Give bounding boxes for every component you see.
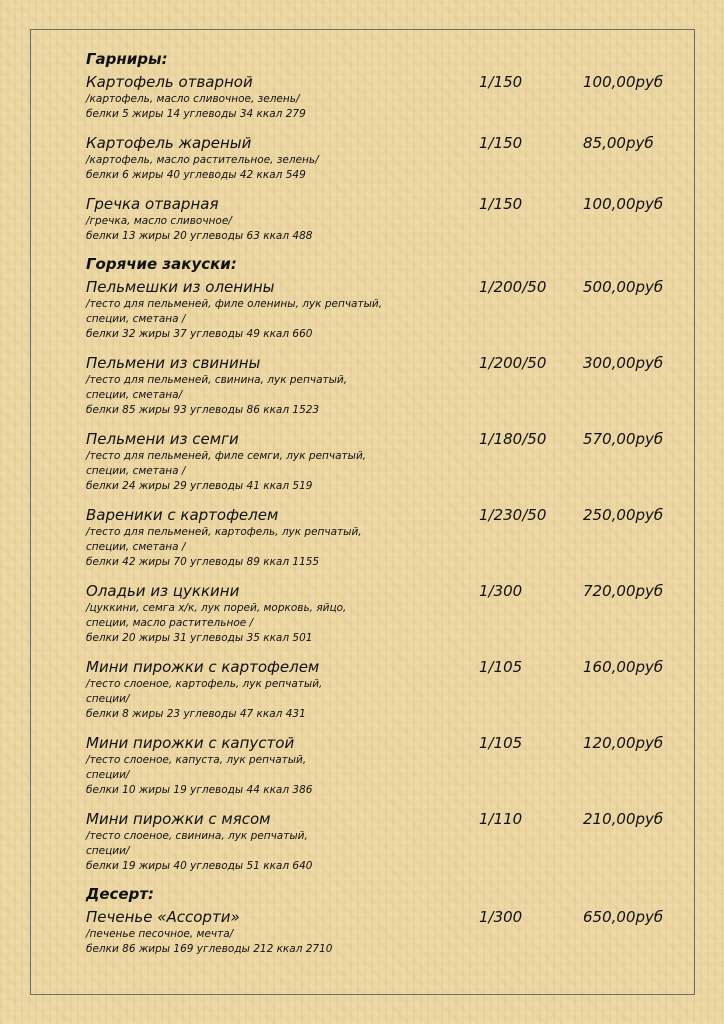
item-name: Пельмешки из оленины (86, 278, 275, 296)
item-ingredients: специи, сметана / (86, 465, 186, 477)
item-ingredients: специи, сметана / (86, 541, 186, 553)
item-price: 570,00руб (583, 430, 664, 448)
menu-item (86, 72, 686, 130)
item-portion: 1/105 (479, 658, 523, 676)
menu-item (86, 657, 686, 730)
item-ingredients: /гречка, масло сливочное/ (86, 215, 232, 227)
item-portion: 1/300 (479, 908, 523, 926)
item-name: Пельмени из семги (86, 430, 239, 448)
item-ingredients: /тесто для пельменей, филе семги, лук репчатый, (86, 450, 367, 462)
item-ingredients: специи, масло растительное / (86, 617, 254, 629)
menu-item (86, 505, 686, 578)
item-name: Вареники с картофелем (86, 506, 279, 524)
item-nutrition: белки 8 жиры 23 углеводы 47 ккал 431 (86, 708, 306, 720)
item-ingredients: /печенье песочное, мечта/ (86, 928, 234, 940)
menu-item (86, 277, 686, 350)
item-nutrition: белки 42 жиры 70 углеводы 89 ккал 1155 (86, 556, 320, 568)
item-nutrition: белки 32 жиры 37 углеводы 49 ккал 660 (86, 328, 313, 340)
section-title: Горячие закуски: (86, 255, 237, 273)
item-price: 300,00руб (583, 354, 664, 372)
item-ingredients: специи, сметана/ (86, 389, 183, 401)
menu-section (86, 884, 686, 965)
item-nutrition: белки 24 жиры 29 углеводы 41 ккал 519 (86, 480, 313, 492)
item-price: 500,00руб (583, 278, 664, 296)
item-ingredients: /цуккини, семга х/к, лук порей, морковь, яйцо, (86, 602, 347, 614)
menu-item (86, 809, 686, 874)
item-name: Мини пирожки с картофелем (86, 658, 320, 676)
item-ingredients: /тесто слоеное, свинина, лук репчатый, (86, 830, 308, 842)
item-price: 210,00руб (583, 810, 664, 828)
item-ingredients: /тесто для пельменей, филе оленины, лук репчатый, (86, 298, 383, 310)
menu-item (86, 133, 686, 191)
item-price: 720,00руб (583, 582, 664, 600)
item-portion: 1/230/50 (479, 506, 547, 524)
item-name: Картофель жареный (86, 134, 252, 152)
item-price: 650,00руб (583, 908, 664, 926)
item-nutrition: белки 5 жиры 14 углеводы 34 ккал 279 (86, 108, 306, 120)
item-nutrition: белки 13 жиры 20 углеводы 63 ккал 488 (86, 230, 313, 242)
item-nutrition: белки 85 жиры 93 углеводы 86 ккал 1523 (86, 404, 320, 416)
item-nutrition: белки 20 жиры 31 углеводы 35 ккал 501 (86, 632, 313, 644)
item-price: 85,00руб (583, 134, 654, 152)
item-portion: 1/150 (479, 195, 523, 213)
item-name: Печенье «Ассорти» (86, 908, 240, 926)
item-portion: 1/180/50 (479, 430, 547, 448)
item-name: Гречка отварная (86, 195, 219, 213)
item-price: 100,00руб (583, 195, 664, 213)
section-title: Гарниры: (86, 50, 168, 68)
menu-item (86, 581, 686, 654)
menu-item (86, 353, 686, 426)
item-ingredients: /тесто слоеное, капуста, лук репчатый, (86, 754, 307, 766)
item-nutrition: белки 86 жиры 169 углеводы 212 ккал 2710 (86, 943, 333, 955)
item-nutrition: белки 6 жиры 40 углеводы 42 ккал 549 (86, 169, 306, 181)
item-portion: 1/200/50 (479, 278, 547, 296)
item-price: 250,00руб (583, 506, 664, 524)
item-price: 160,00руб (583, 658, 664, 676)
item-portion: 1/300 (479, 582, 523, 600)
menu-item (86, 429, 686, 502)
item-portion: 1/150 (479, 134, 523, 152)
item-ingredients: специи/ (86, 845, 130, 857)
menu-item (86, 907, 686, 957)
item-ingredients: специи/ (86, 693, 130, 705)
item-ingredients: /картофель, масло сливочное, зелень/ (86, 93, 300, 105)
item-nutrition: белки 10 жиры 19 углеводы 44 ккал 386 (86, 784, 313, 796)
item-ingredients: специи, сметана / (86, 313, 186, 325)
menu-section (86, 49, 686, 252)
item-nutrition: белки 19 жиры 40 углеводы 51 ккал 640 (86, 860, 313, 872)
item-name: Пельмени из свинины (86, 354, 261, 372)
menu-item (86, 194, 686, 244)
item-name: Мини пирожки с капустой (86, 734, 295, 752)
item-portion: 1/150 (479, 73, 523, 91)
item-ingredients: /тесто для пельменей, свинина, лук репчатый, (86, 374, 348, 386)
menu-item (86, 733, 686, 806)
item-name: Оладьи из цуккини (86, 582, 240, 600)
item-portion: 1/110 (479, 810, 523, 828)
item-portion: 1/200/50 (479, 354, 547, 372)
item-price: 120,00руб (583, 734, 664, 752)
item-price: 100,00руб (583, 73, 664, 91)
item-ingredients: /тесто для пельменей, картофель, лук репчатый, (86, 526, 362, 538)
item-portion: 1/105 (479, 734, 523, 752)
item-name: Картофель отварной (86, 73, 253, 91)
menu-content (86, 47, 686, 965)
item-name: Мини пирожки с мясом (86, 810, 271, 828)
item-ingredients: специи/ (86, 769, 130, 781)
item-ingredients: /картофель, масло растительное, зелень/ (86, 154, 319, 166)
menu-section (86, 254, 686, 882)
section-title: Десерт: (86, 885, 155, 903)
item-ingredients: /тесто слоеное, картофель, лук репчатый, (86, 678, 323, 690)
